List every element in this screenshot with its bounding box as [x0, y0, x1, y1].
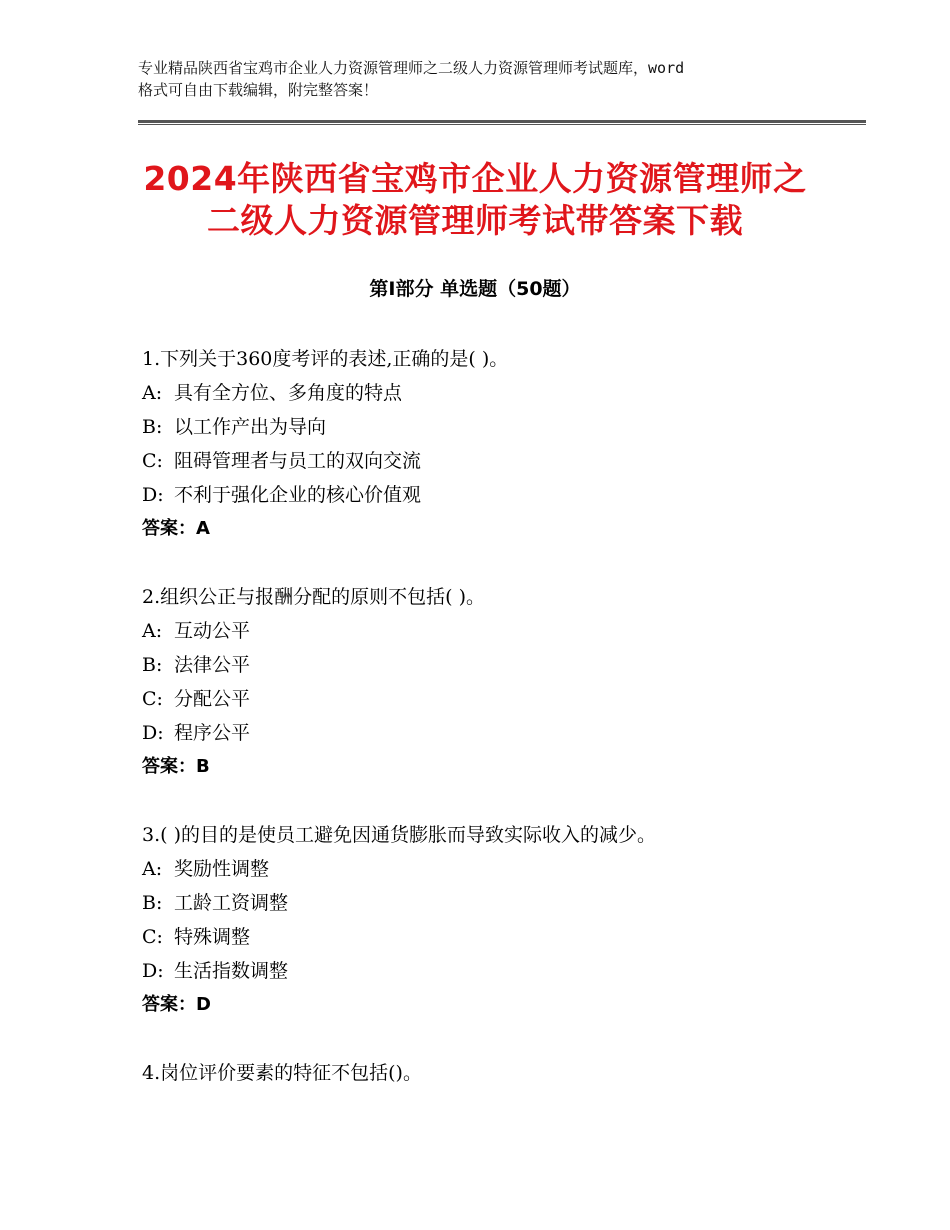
option-key: D: — [142, 960, 164, 982]
option-key: A: — [142, 382, 163, 404]
answer: 答案：A — [142, 518, 210, 539]
option-key: C: — [142, 926, 163, 948]
option-b — [142, 648, 862, 682]
option-text: 法律公平 — [174, 654, 251, 676]
option-c — [142, 444, 862, 478]
question-stem: 1.下列关于360度考评的表述,正确的是( )。 — [142, 348, 509, 370]
document-title-line-1: 2024年陕西省宝鸡市企业人力资源管理师之 — [143, 159, 807, 198]
option-b — [142, 410, 862, 444]
document-title-line-2: 二级人力资源管理师考试带答案下载 — [207, 201, 743, 240]
question-stem: 3.( )的目的是使员工避免因通货膨胀而导致实际收入的减少。 — [142, 824, 656, 846]
option-b — [142, 886, 862, 920]
option-text: 互动公平 — [174, 620, 251, 642]
question-1 — [142, 342, 862, 546]
option-text: 生活指数调整 — [174, 960, 289, 982]
option-text: 以工作产出为导向 — [174, 416, 327, 438]
option-text: 具有全方位、多角度的特点 — [174, 382, 403, 404]
option-key: C: — [142, 688, 163, 710]
option-key: B: — [142, 892, 163, 914]
option-d — [142, 478, 862, 512]
option-text: 工龄工资调整 — [174, 892, 289, 914]
section-title: 第Ⅰ部分 单选题（50题） — [369, 278, 581, 300]
answer: 答案：D — [142, 994, 211, 1015]
question-3 — [142, 818, 862, 1022]
header-note — [138, 57, 838, 101]
question-stem: 4.岗位评价要素的特征不包括()。 — [142, 1062, 422, 1084]
header-divider — [138, 120, 866, 125]
header-note-line-1: 专业精品陕西省宝鸡市企业人力资源管理师之二级人力资源管理师考试题库，word — [138, 59, 685, 77]
question-stem: 2.组织公正与报酬分配的原则不包括( )。 — [142, 586, 485, 608]
option-c — [142, 920, 862, 954]
option-key: A: — [142, 620, 163, 642]
option-text: 分配公平 — [174, 688, 251, 710]
option-key: C: — [142, 450, 163, 472]
option-c — [142, 682, 862, 716]
option-key: B: — [142, 654, 163, 676]
answer: 答案：B — [142, 756, 210, 777]
question-2 — [142, 580, 862, 784]
option-text: 阻碍管理者与员工的双向交流 — [174, 450, 422, 472]
option-text: 奖励性调整 — [174, 858, 270, 880]
option-key: D: — [142, 722, 164, 744]
option-text: 程序公平 — [174, 722, 251, 744]
header-note-line-2: 格式可自由下载编辑，附完整答案！ — [138, 81, 379, 99]
question-list — [142, 342, 862, 1124]
option-a — [142, 852, 862, 886]
option-text: 特殊调整 — [174, 926, 251, 948]
option-text: 不利于强化企业的核心价值观 — [174, 484, 422, 506]
option-d — [142, 954, 862, 988]
option-a — [142, 376, 862, 410]
option-key: A: — [142, 858, 163, 880]
option-d — [142, 716, 862, 750]
document-title — [110, 158, 840, 242]
option-key: D: — [142, 484, 164, 506]
option-key: B: — [142, 416, 163, 438]
option-a — [142, 614, 862, 648]
question-4 — [142, 1056, 862, 1090]
